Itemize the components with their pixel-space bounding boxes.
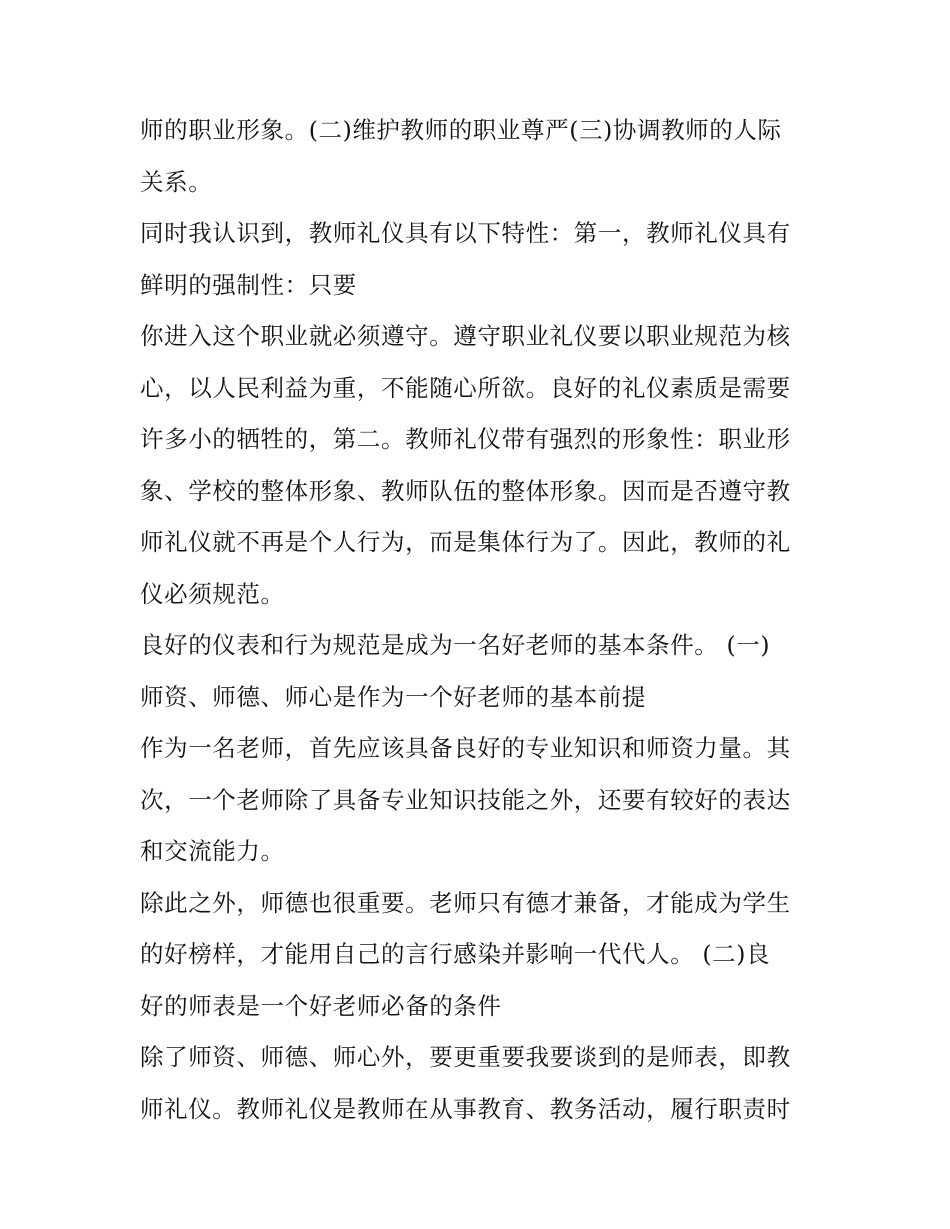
text-line: 仪必须规范。: [140, 579, 285, 608]
text-line: 和交流能力。: [140, 837, 285, 865]
text-line: 作为一名老师，首先应该具备良好的专业知识和师资力量。其: [140, 734, 791, 762]
text-line: 象、学校的整体形象、教师队伍的整体形象。因而是否遵守教: [140, 476, 791, 505]
text-line: 师礼仪就不再是个人行为，而是集体行为了。因此，教师的礼: [140, 528, 791, 556]
text-line: 师的职业形象。(二)维护教师的职业尊严(三)协调教师的人际: [140, 116, 782, 144]
text-line: 除了师资、师德、师心外，要更重要我要谈到的是师表，即教: [140, 1043, 791, 1071]
text-line: 你进入这个职业就必须遵守。遵守职业礼仪要以职业规范为核: [140, 322, 791, 350]
text-line: 良好的仪表和行为规范是成为一名好老师的基本条件。 (一): [140, 631, 771, 659]
body-text: [140, 110, 830, 1140]
text-line: 同时我认识到，教师礼仪具有以下特性：第一，教师礼仪具有: [140, 219, 791, 247]
text-line: 好的师表是一个好老师必备的条件: [140, 991, 502, 1020]
text-line: 的好榜样，才能用自己的言行感染并影响一代代人。 (二)良: [140, 940, 771, 968]
text-line: 除此之外，师德也很重要。老师只有德才兼备，才能成为学生: [140, 888, 791, 917]
text-line: 鲜明的强制性：只要: [140, 270, 357, 299]
text-line: 心，以人民利益为重，不能随心所欲。良好的礼仪素质是需要: [140, 373, 791, 402]
text-line: 许多小的牺牲的，第二。教师礼仪带有强烈的形象性：职业形: [140, 425, 791, 453]
text-line: 关系。: [140, 167, 213, 196]
text-line: 师资、师德、师心是作为一个好老师的基本前提: [140, 682, 647, 711]
text-line: 次，一个老师除了具备专业知识技能之外，还要有较好的表达: [140, 785, 791, 814]
text-line: 师礼仪。教师礼仪是教师在从事教育、教务活动，履行职责时: [140, 1094, 791, 1123]
